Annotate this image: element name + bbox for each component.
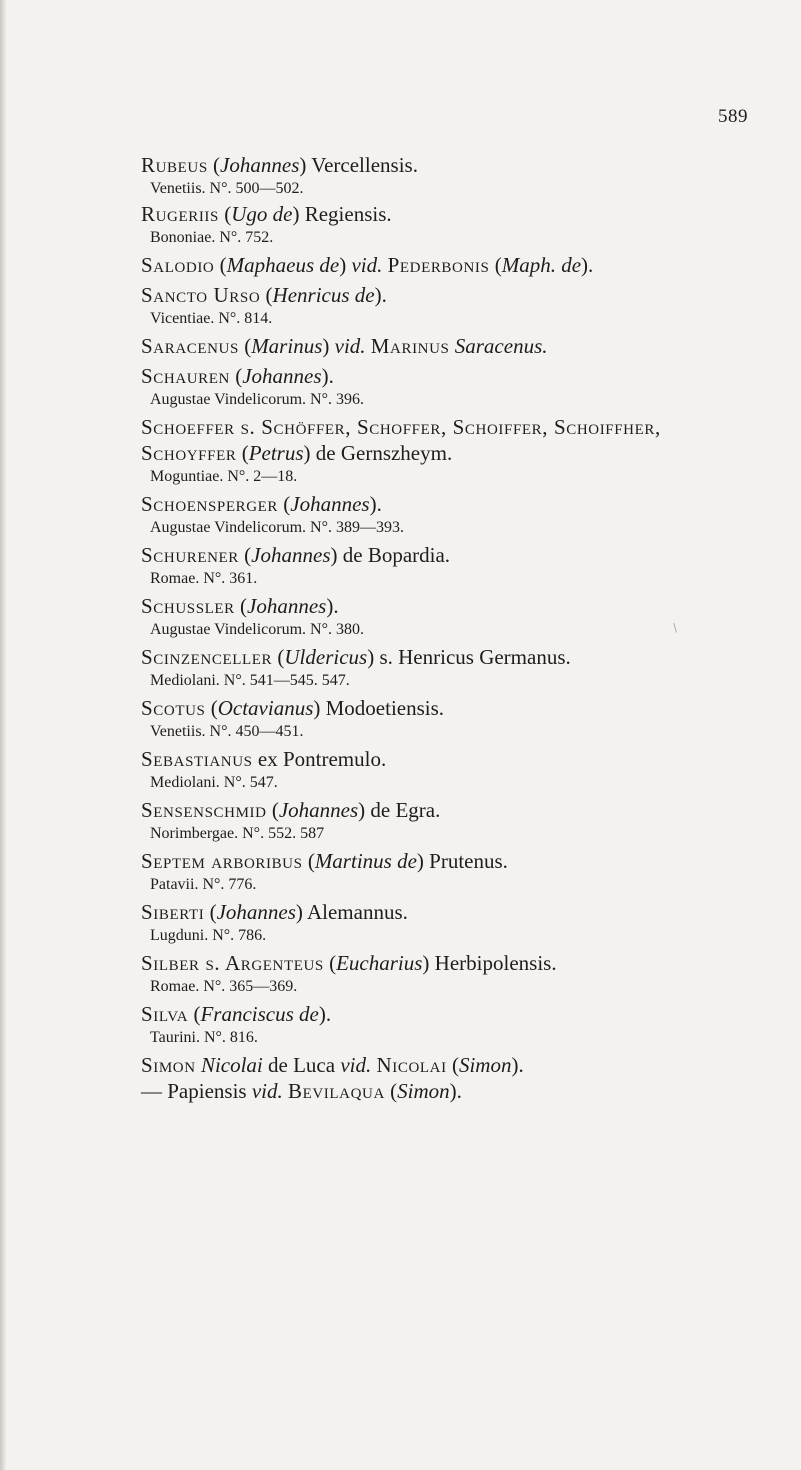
entry-name: Sensenschmid (141, 798, 267, 822)
entry-name: Simon (141, 1053, 196, 1077)
entry-rest: Vercellensis. (306, 153, 418, 177)
vid-marker: vid. (351, 253, 383, 277)
entry-rest: Modoetiensis. (320, 696, 445, 720)
entry-location: Venetiis. N°. 450—451. (150, 723, 304, 740)
index-entry: Salodio (Maphaeus de) vid. Pederbonis (Maph. de). (141, 253, 594, 277)
entry-rest: . (333, 594, 339, 618)
entry-name: Schussler (141, 594, 235, 618)
entry-name: Schoensperger (141, 492, 278, 516)
index-entry: Rugeriis (Ugo de) Regiensis. Bononiae. N°. 752. (141, 201, 801, 248)
entry-forename: Ugo de (231, 202, 293, 226)
index-entry: Sancto Urso (Henricus de). Vicentiae. N°. 814. (141, 282, 801, 329)
vid-surname: Saracenus. (454, 334, 548, 358)
entry-forename: Johannes (220, 153, 300, 177)
ditto-dash: — (141, 1079, 168, 1103)
entry-rest: . (328, 364, 334, 388)
index-entry: Septem arboribus (Martinus de) Prutenus. Patavii. N°. 776. (141, 848, 801, 895)
index-entry: Sensenschmid (Johannes) de Egra. Norimbergae. N°. 552. 587 (141, 797, 801, 844)
index-entry: Schoeffer s. Schöffer, Schoffer, Schoiffer, Schoiffher, Schoyffer (Petrus) de Gernszheym. Moguntiae. N°. 2—18. (141, 414, 801, 487)
vid-forename: Simon (458, 1053, 512, 1077)
stray-pencil-mark: / (669, 621, 682, 636)
entry-location: Lugduni. N°. 786. (150, 927, 267, 944)
entry-forename: Petrus (248, 441, 304, 465)
vid-forename: Simon (397, 1079, 450, 1103)
entry-forename: Johannes (278, 798, 359, 822)
index-entry: Schauren (Johannes). Augustae Vindelicorum. N°. 396. (141, 363, 801, 410)
entry-tail: . (518, 1053, 524, 1077)
entry-patronym: Nicolai (200, 1053, 263, 1077)
vid-name: Bevilaqua (288, 1079, 385, 1103)
entry-forename: Maphaeus de (226, 253, 340, 277)
entry-name: Scinzenceller (141, 645, 273, 669)
vid-name: Pederbonis (387, 253, 490, 277)
index-entry: Silva (Franciscus de). Taurini. N°. 816. (141, 1001, 801, 1048)
entry-rest: Regiensis. (299, 202, 392, 226)
index-entry: Saracenus (Marinus) vid. Marinus Saracenus. (141, 334, 548, 358)
index-entries (141, 152, 801, 1104)
entry-rest: Prutenus. (423, 849, 508, 873)
entry-name: Sebastianus (141, 747, 253, 771)
entry-name: Schurener (141, 543, 239, 567)
index-entry: Schoensperger (Johannes). Augustae Vindelicorum. N°. 389—393. (141, 491, 801, 538)
vid-marker: vid. (334, 334, 366, 358)
entry-rest: . (325, 1002, 332, 1026)
entry-rest: . (381, 283, 387, 307)
entry-location: Venetiis. N°. 500—502. (150, 180, 304, 197)
entry-name: Schauren (141, 364, 230, 388)
entry-rest: s. Henricus Germanus. (374, 645, 571, 669)
vid-name: Nicolai (376, 1053, 447, 1077)
vid-marker: vid. (251, 1079, 283, 1103)
entry-variants: Schoeffer s. Schöffer, Schoffer, Schoiffer, Schoiffher, (141, 415, 661, 439)
entry-rest: de Gernszheym. (310, 441, 453, 465)
entry-location: Augustae Vindelicorum. N°. 380. (150, 621, 364, 638)
entry-name: Siberti (141, 900, 205, 924)
entry-name: Saracenus (141, 334, 239, 358)
entry-location: Romae. N°. 365—369. (150, 978, 298, 995)
entry-forename: Marinus (251, 334, 323, 358)
entry-name: Silva (141, 1002, 189, 1026)
entry-name: Rugeriis (141, 202, 219, 226)
entry-forename: Johannes (216, 900, 296, 924)
entry-location: Mediolani. N°. 547. (150, 774, 278, 791)
entry-forename: Franciscus de (200, 1002, 319, 1026)
entry-location: Augustae Vindelicorum. N°. 389—393. (150, 519, 404, 536)
vid-marker: vid. (340, 1053, 372, 1077)
entry-rest: ex Pontremulo. (252, 747, 387, 771)
index-entry: Scinzenceller (Uldericus) s. Henricus Germanus. Mediolani. N°. 541—545. 547. (141, 644, 801, 691)
entry-forename: Uldericus (284, 645, 368, 669)
index-entry: — Papiensis vid. Bevilaqua (Simon). (141, 1079, 462, 1103)
entry-forename: Johannes (290, 492, 370, 516)
entry-rest: Herbipolensis. (429, 951, 557, 975)
entry-name: Septem arboribus (141, 849, 303, 873)
entry-name: Schoyffer (141, 441, 237, 465)
entry-rest: de Egra. (365, 798, 441, 822)
entry-forename: Eucharius (336, 951, 423, 975)
vid-name: Marinus (370, 334, 450, 358)
entry-tail: . (588, 253, 594, 277)
entry-forename: Johannes (247, 594, 327, 618)
index-entry: Simon Nicolai de Luca vid. Nicolai (Simon). (141, 1053, 524, 1077)
entry-name: Rubeus (141, 153, 208, 177)
page-number: 589 (718, 106, 748, 127)
page-edge-shadow (0, 0, 6, 1470)
index-entry: Schurener (Johannes) de Bopardia. Romae. N°. 361. (141, 542, 801, 589)
entry-forename: Octavianus (217, 696, 314, 720)
entry-forename: Johannes (242, 364, 322, 388)
entry-name: Scotus (141, 696, 206, 720)
entry-rest: de Bopardia. (337, 543, 451, 567)
index-entry: Schussler (Johannes). Augustae Vindelicorum. N°. 380. (141, 593, 801, 640)
index-entry: Rubeus (Johannes) Vercellensis. Venetiis. N°. 500—502. (141, 152, 801, 199)
entry-name: Salodio (141, 253, 215, 277)
entry-plain: Papiensis (167, 1079, 252, 1103)
entry-location: Moguntiae. N°. 2—18. (150, 468, 298, 485)
entry-location: Romae. N°. 361. (150, 570, 258, 587)
index-entry (141, 746, 801, 793)
entry-forename: Johannes (251, 543, 331, 567)
entry-forename: Martinus de (314, 849, 417, 873)
index-entry: Siberti (Johannes) Alemannus. Lugduni. N°. 786. (141, 899, 801, 946)
entry-rest: . (376, 492, 382, 516)
entry-location: Taurini. N°. 816. (150, 1029, 258, 1046)
index-entry: Silber s. Argenteus (Eucharius) Herbipolensis. Romae. N°. 365—369. (141, 950, 801, 997)
entry-location: Augustae Vindelicorum. N°. 396. (150, 391, 364, 408)
entry-location: Vicentiae. N°. 814. (150, 310, 273, 327)
entry-name: Silber s. Argenteus (141, 951, 324, 975)
entry-location: Mediolani. N°. 541—545. 547. (150, 672, 350, 689)
entry-location: Bononiae. N°. 752. (150, 229, 274, 246)
entry-rest: de Luca (262, 1053, 341, 1077)
entry-location: Norimbergae. N°. 552. 587 (150, 825, 325, 842)
index-entry: Scotus (Octavianus) Modoetiensis. Venetiis. N°. 450—451. (141, 695, 801, 742)
entry-rest: Alemannus. (302, 900, 408, 924)
entry-forename: Henricus de (272, 283, 375, 307)
entry-tail: . (456, 1079, 462, 1103)
entry-name: Sancto Urso (141, 283, 261, 307)
vid-forename: Maph. de (501, 253, 582, 277)
entry-location: Patavii. N°. 776. (150, 876, 257, 893)
